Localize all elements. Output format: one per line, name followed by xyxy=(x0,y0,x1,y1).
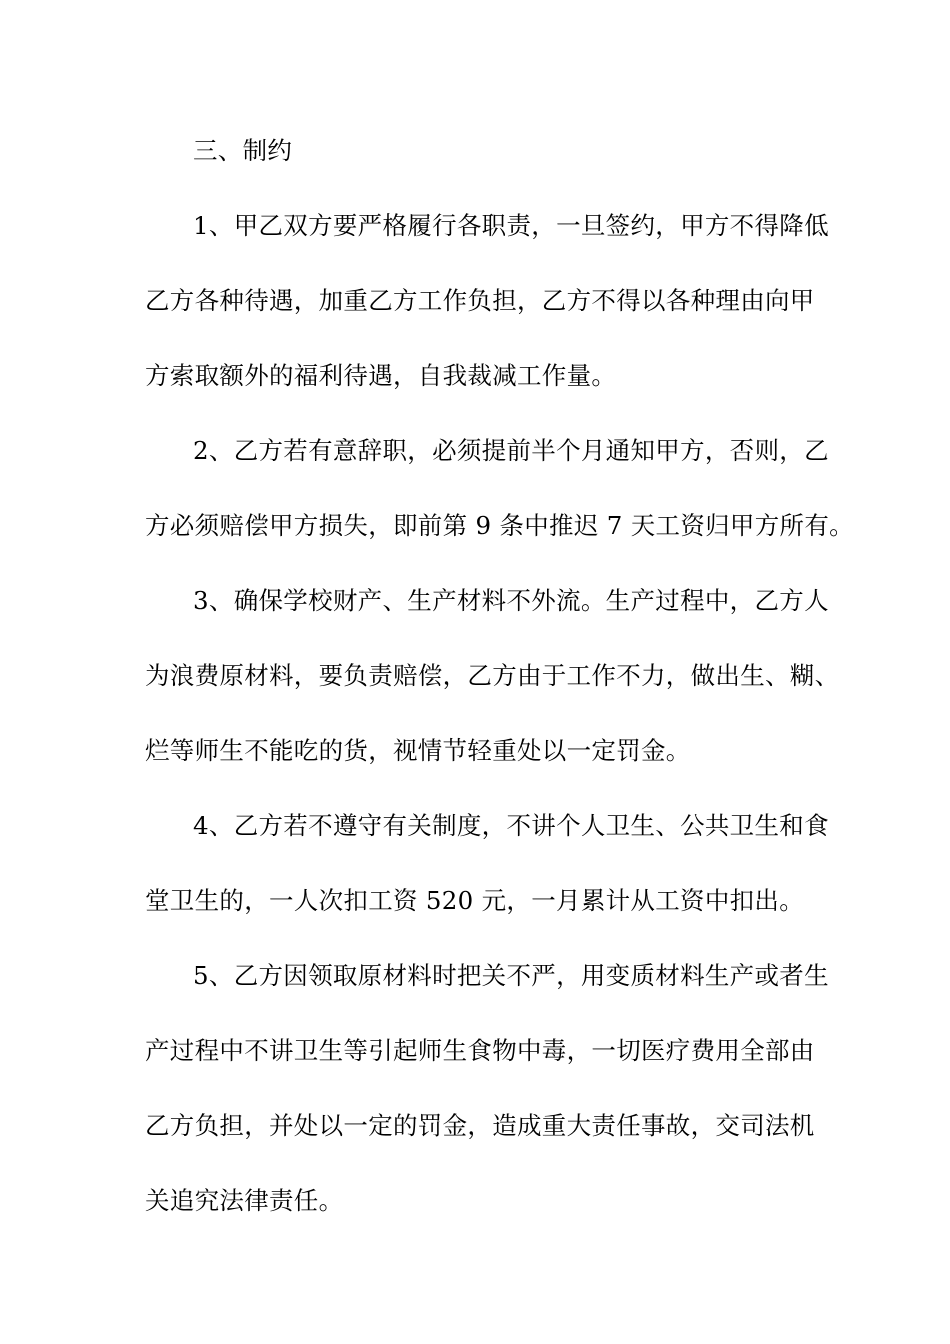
clause-3-line-2: 为浪费原材料，要负责赔偿，乙方由于工作不力，做出生、糊、 xyxy=(145,661,840,690)
clause-4-line-1: 4、乙方若不遵守有关制度，不讲个人卫生、公共卫生和食 xyxy=(193,811,829,840)
clause-3-line-1: 3、确保学校财产、生产材料不外流。生产过程中，乙方人 xyxy=(193,586,829,615)
clause-5-line-1: 5、乙方因领取原材料时把关不严，用变质材料生产或者生 xyxy=(193,961,829,990)
clause-1-line-1: 1、甲乙双方要严格履行各职责，一旦签约，甲方不得降低 xyxy=(193,211,829,240)
clause-2-line-1: 2、乙方若有意辞职，必须提前半个月通知甲方，否则，乙 xyxy=(193,436,829,465)
clause-1-line-3: 方索取额外的福利待遇，自我裁减工作量。 xyxy=(145,361,617,390)
clause-4-line-2: 堂卫生的，一人次扣工资 520 元，一月累计从工资中扣出。 xyxy=(145,886,805,915)
clause-5-line-2: 产过程中不讲卫生等引起师生食物中毒，一切医疗费用全部由 xyxy=(145,1036,815,1065)
section-heading: 三、制约 xyxy=(193,136,293,165)
clause-3-line-3: 烂等师生不能吃的货，视情节轻重处以一定罚金。 xyxy=(145,736,691,765)
clause-1-line-2: 乙方各种待遇，加重乙方工作负担，乙方不得以各种理由向甲 xyxy=(145,286,815,315)
clause-2-line-2: 方必须赔偿甲方损失，即前第 9 条中推迟 7 天工资归甲方所有。 xyxy=(145,511,854,540)
clause-5-line-4: 关追究法律责任。 xyxy=(145,1186,344,1215)
clause-5-line-3: 乙方负担，并处以一定的罚金，造成重大责任事故，交司法机 xyxy=(145,1111,815,1140)
